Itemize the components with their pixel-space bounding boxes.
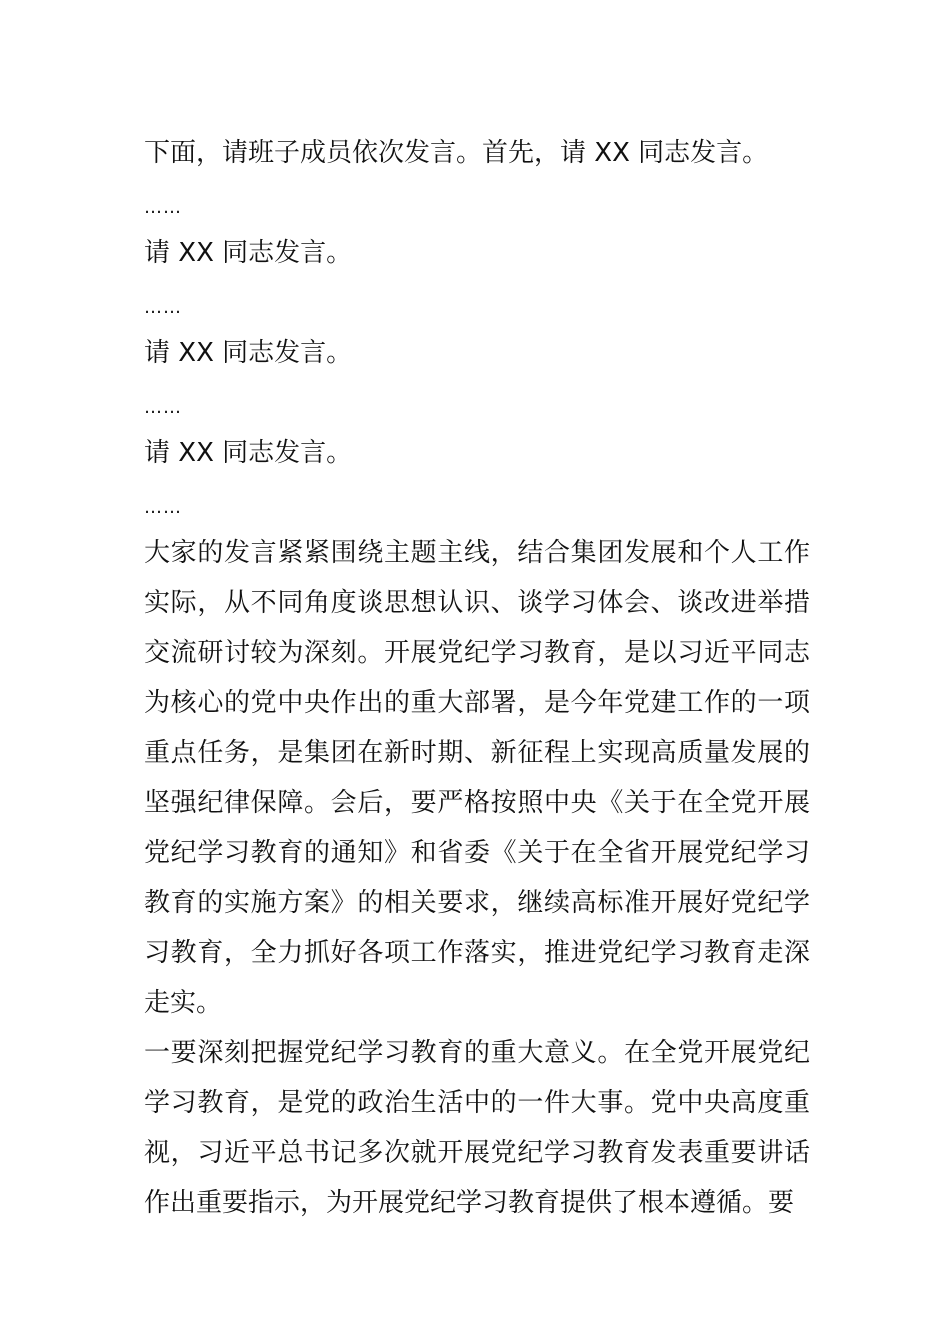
point-one-paragraph: 一要深刻把握党纪学习教育的重大意义。在全党开展党纪学习教育，是党的政治生活中的一件大事。党中央高度重视，习近平总书记多次就开展党纪学习教育发表重要讲话作出重要指示，为开展党纪学习教育提供了根本遵循。要: [144, 1038, 810, 1218]
ellipsis-3: ……: [144, 397, 182, 418]
ellipsis-2: ……: [144, 297, 182, 318]
summary-paragraph: 大家的发言紧紧围绕主题主线，结合集团发展和个人工作实际，从不同角度谈思想认识、谈学习体会、谈改进举措交流研讨较为深刻。开展党纪学习教育，是以习近平同志为核心的党中央作出的重大部署，是今年党建工作的一项重点任务，是集团在新时期、新征程上实现高质量发展的坚强纪律保障。会后，要严格按照中央《关于在全党开展党纪学习教育的通知》和省委《关于在全省开展党纪学习教育的实施方案》的相关要求，继续高标准开展好党纪学习教育，全力抓好各项工作落实，推进党纪学习教育走深走实。: [144, 538, 810, 1018]
intro-line: 下面，请班子成员依次发言。首先，请 XX 同志发言。: [144, 138, 769, 168]
invite-line-4: 请 XX 同志发言。: [144, 438, 353, 468]
invite-line-2: 请 XX 同志发言。: [144, 238, 353, 268]
document-body: [144, 128, 810, 1228]
invite-line-3: 请 XX 同志发言。: [144, 338, 353, 368]
ellipsis-4: ……: [144, 497, 182, 518]
ellipsis-1: ……: [144, 197, 182, 218]
